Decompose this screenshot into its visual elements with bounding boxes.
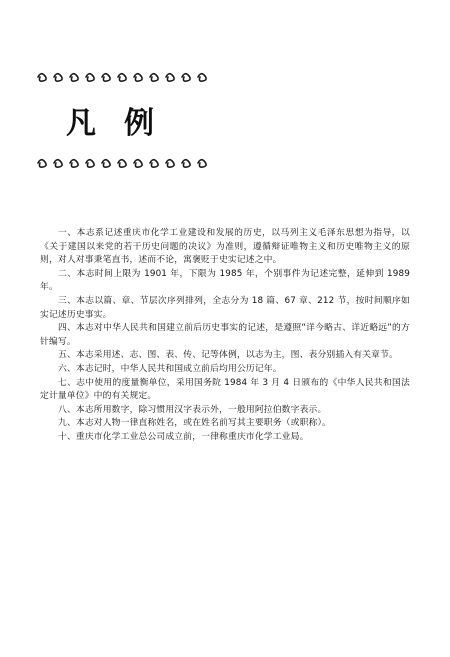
note-paragraph-2: 二、本志时间上限为 1901 年，下限为 1985 年，个别事件为记述完整，延伸到 1989 年。 [40,268,410,293]
note-paragraph-1: 一、本志系记述重庆市化学工业建设和发展的历史，以马列主义毛泽东思想为指导，以《关于建国以来党的若干历史问题的决议》为准则，遵循辩证唯物主义和历史唯物主义的原则，对人对事秉笔直书，述而不论，寓褒贬于史实记述之中。 [40,228,410,266]
heading-char-2: 例 [124,106,154,141]
heading-char-1: 凡 [66,106,96,141]
note-paragraph-7: 七、志中使用的度量衡单位，采用国务院 1984 年 3 月 4 日颁布的《中华人民共和国法定计量单位》中的有关规定。 [40,377,410,402]
editorial-notes-body [40,227,410,445]
note-paragraph-5: 五、本志采用述、志、图、表、传、记等体例，以志为主，图、表分别插入有关章节。 [58,350,398,361]
top-ornament-icon [34,70,214,84]
bottom-ornament-icon [34,156,214,170]
note-paragraph-6: 六、本志记时，中华人民共和国成立前后均用公历记年。 [58,363,282,374]
page-heading [66,106,216,146]
note-paragraph-9: 九、本志对人物一律直称姓名，或在姓名前写其主要职务（或职称）。 [58,418,331,429]
note-paragraph-10: 十、重庆市化学工业总公司成立前，一律称重庆市化学工业局。 [58,431,309,442]
note-paragraph-8: 八、本志所用数字，除习惯用汉字表示外，一般用阿拉伯数字表示。 [58,404,327,415]
note-paragraph-3: 三、本志以篇、章、节层次序列排列，全志分为 18 篇、67 章、212 节，按时间顺序如实记述历史事实。 [40,295,410,320]
note-paragraph-4: 四、本志对中华人民共和国建立前后历史事实的记述，是遵照“详今略古、详近略远”的方针编写。 [40,323,410,347]
